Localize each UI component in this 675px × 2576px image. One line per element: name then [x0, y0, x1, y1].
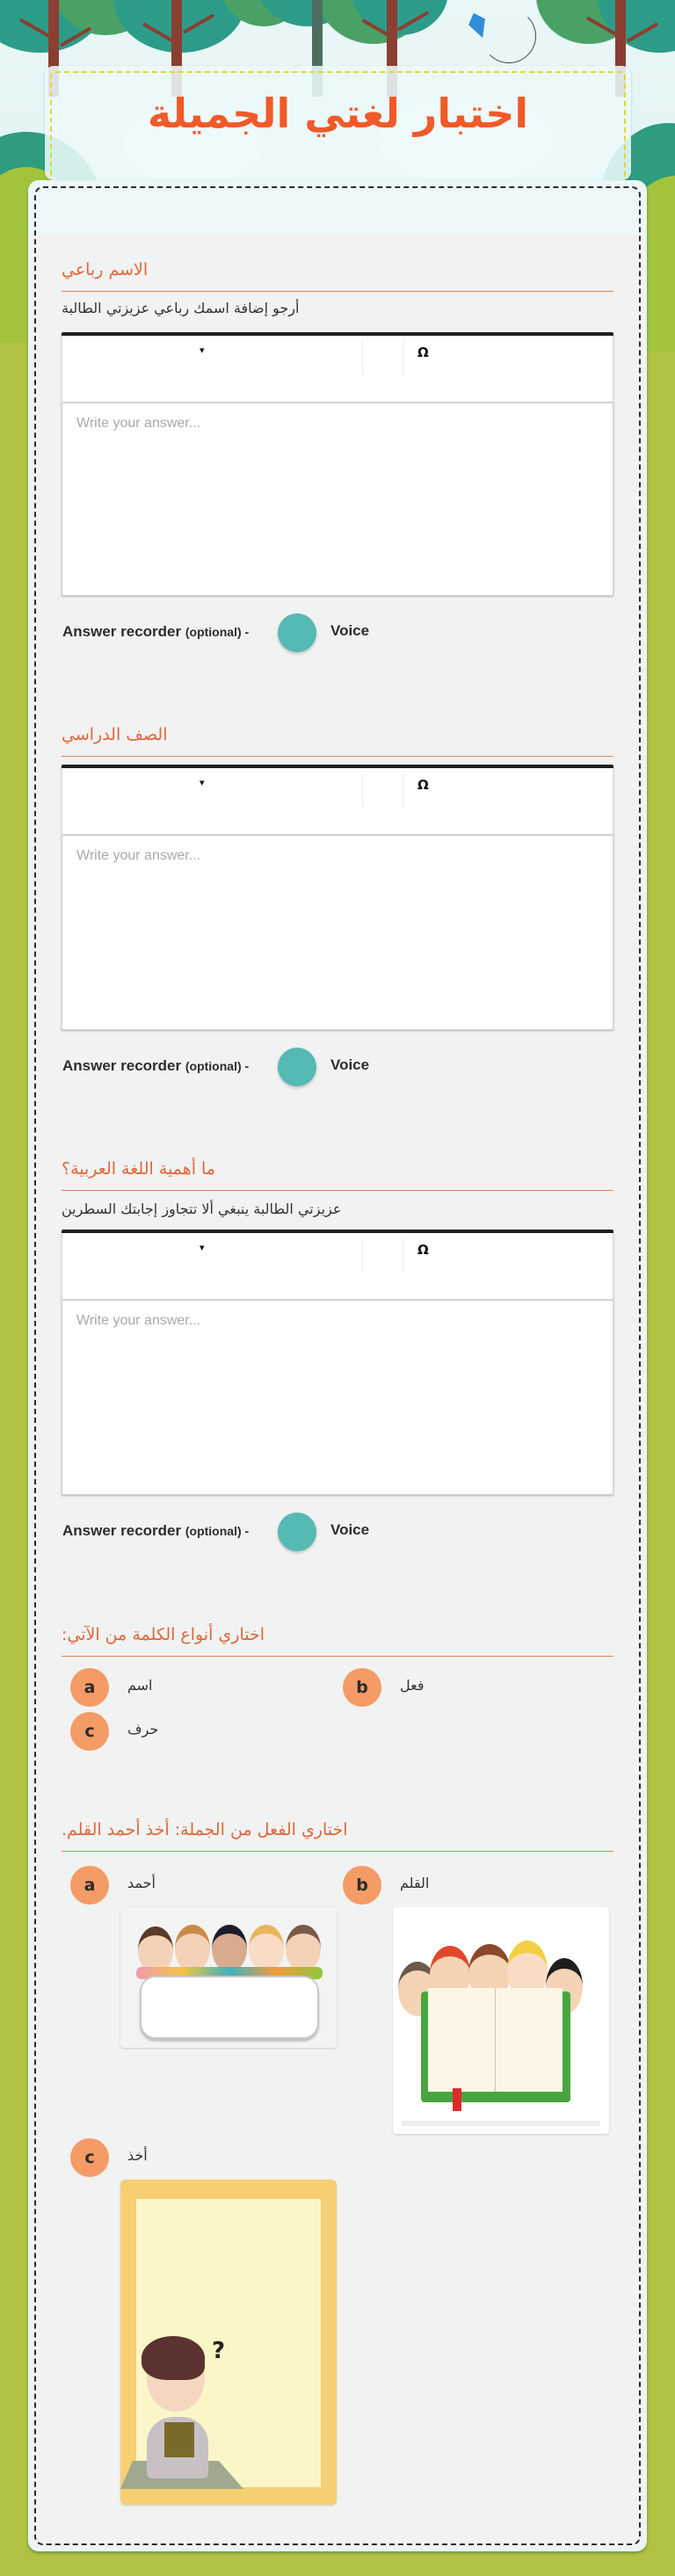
question-1-instructions — [62, 299, 613, 318]
question-4-option-c[interactable] — [70, 1712, 316, 1751]
question-1-answer-editor — [62, 332, 613, 596]
toolbar-divider — [362, 341, 363, 374]
special-character-omega-icon[interactable]: Ω — [417, 1242, 429, 1258]
editor-text-area — [62, 1301, 613, 1495]
question-1-subtitle: أرجو إضافة اسمك رباعي عزيزتي الطالبة — [62, 300, 300, 316]
question-2-answer-recorder — [62, 1048, 414, 1086]
recorder-label-text: Answer recorder — [62, 1057, 182, 1074]
boy-hair — [142, 2336, 205, 2380]
image-caption — [402, 2121, 600, 2126]
question-3-instructions — [62, 1200, 613, 1219]
option-letter-badge: c — [70, 2138, 109, 2177]
format-dropdown-caret-icon[interactable]: ▾ — [200, 1242, 205, 1253]
book-page — [496, 1988, 562, 2092]
option-letter-badge: a — [70, 1668, 109, 1707]
question-1-answer-recorder — [62, 613, 414, 652]
question-3-answer-input[interactable] — [62, 1301, 613, 1494]
option-a-image-children-sign[interactable] — [120, 1907, 337, 2048]
option-b-image-children-book[interactable] — [393, 1907, 609, 2134]
recorder-optional-text: (optional) - — [185, 1524, 250, 1538]
recorder-label-text: Answer recorder — [62, 1522, 182, 1539]
recorder-label-text: Answer recorder — [62, 623, 182, 640]
question-1-header — [62, 258, 613, 292]
record-voice-button[interactable] — [278, 613, 316, 652]
recorder-label — [62, 1522, 249, 1540]
question-2-title: الصف الدراسي — [62, 725, 168, 744]
child-head — [286, 1925, 321, 1972]
question-2-header — [62, 722, 613, 757]
option-label: حرف — [127, 1721, 159, 1738]
kite-string — [482, 9, 536, 63]
quiz-title: اختبار لغتي الجميلة — [147, 90, 529, 137]
question-3-title: ما أهمية اللغة العربية؟ — [62, 1159, 216, 1179]
option-label: اسم — [127, 1677, 153, 1694]
voice-label: Voice — [330, 1056, 370, 1073]
option-label: القلم — [400, 1875, 430, 1891]
toolbar-divider — [362, 773, 363, 807]
question-3-subtitle: عزيزتي الطالبة ينبغي ألا تتجاوز إجابتك السطرين — [62, 1201, 342, 1217]
question-2-answer-input[interactable] — [62, 836, 613, 1029]
recorder-label — [62, 623, 249, 641]
option-label: فعل — [400, 1677, 425, 1694]
recorder-optional-text: (optional) - — [185, 625, 250, 639]
voice-label: Voice — [330, 622, 370, 639]
question-3-answer-recorder — [62, 1513, 414, 1551]
question-5-option-c[interactable] — [70, 2138, 316, 2177]
question-5-option-b[interactable] — [343, 1866, 589, 1905]
option-letter-badge: b — [343, 1866, 381, 1905]
record-voice-button[interactable] — [278, 1513, 316, 1551]
question-4-option-a[interactable] — [70, 1668, 316, 1707]
option-c-image-thinking-boy[interactable] — [120, 2180, 337, 2505]
option-label: أحمد — [127, 1875, 156, 1891]
editor-toolbar — [62, 336, 613, 403]
child-head — [212, 1925, 247, 1972]
option-label: أخذ — [127, 2147, 148, 2164]
recorder-label — [62, 1057, 249, 1075]
recorder-optional-text: (optional) - — [185, 1059, 250, 1073]
editor-text-area — [62, 403, 613, 596]
question-4-option-b[interactable] — [343, 1668, 589, 1707]
format-dropdown-caret-icon[interactable]: ▾ — [200, 777, 205, 788]
book-page — [428, 1988, 496, 2092]
question-2-answer-editor — [62, 765, 613, 1030]
special-character-omega-icon[interactable]: Ω — [417, 345, 429, 360]
editor-toolbar — [62, 768, 613, 836]
option-letter-badge: c — [70, 1712, 109, 1751]
toolbar-divider — [362, 1238, 363, 1272]
editor-text-area — [62, 836, 613, 1030]
question-mark-icon: ? — [212, 2338, 226, 2364]
question-4-title: اختاري أنواع الكلمة من الآتي: — [62, 1625, 265, 1644]
child-head — [249, 1925, 284, 1972]
question-1-title: الاسم رباعي — [62, 260, 149, 279]
question-5-title: اختاري الفعل من الجملة: أخذ أحمد القلم. — [62, 1820, 348, 1839]
question-4-header — [62, 1622, 613, 1657]
question-5-option-a[interactable] — [70, 1866, 316, 1905]
blank-sign — [140, 1976, 319, 2039]
question-1-answer-input[interactable] — [62, 403, 613, 595]
quiz-header — [45, 66, 631, 180]
question-3-header — [62, 1157, 613, 1191]
boy-vest — [164, 2422, 194, 2457]
option-letter-badge: b — [343, 1668, 381, 1707]
child-head — [175, 1925, 210, 1972]
format-dropdown-caret-icon[interactable]: ▾ — [200, 345, 205, 356]
question-5-header — [62, 1818, 613, 1852]
voice-label: Voice — [330, 1521, 370, 1538]
special-character-omega-icon[interactable]: Ω — [417, 777, 429, 793]
editor-toolbar — [62, 1233, 613, 1301]
question-3-answer-editor — [62, 1230, 613, 1495]
bookmark — [453, 2088, 461, 2111]
option-letter-badge: a — [70, 1866, 109, 1905]
record-voice-button[interactable] — [278, 1048, 316, 1086]
